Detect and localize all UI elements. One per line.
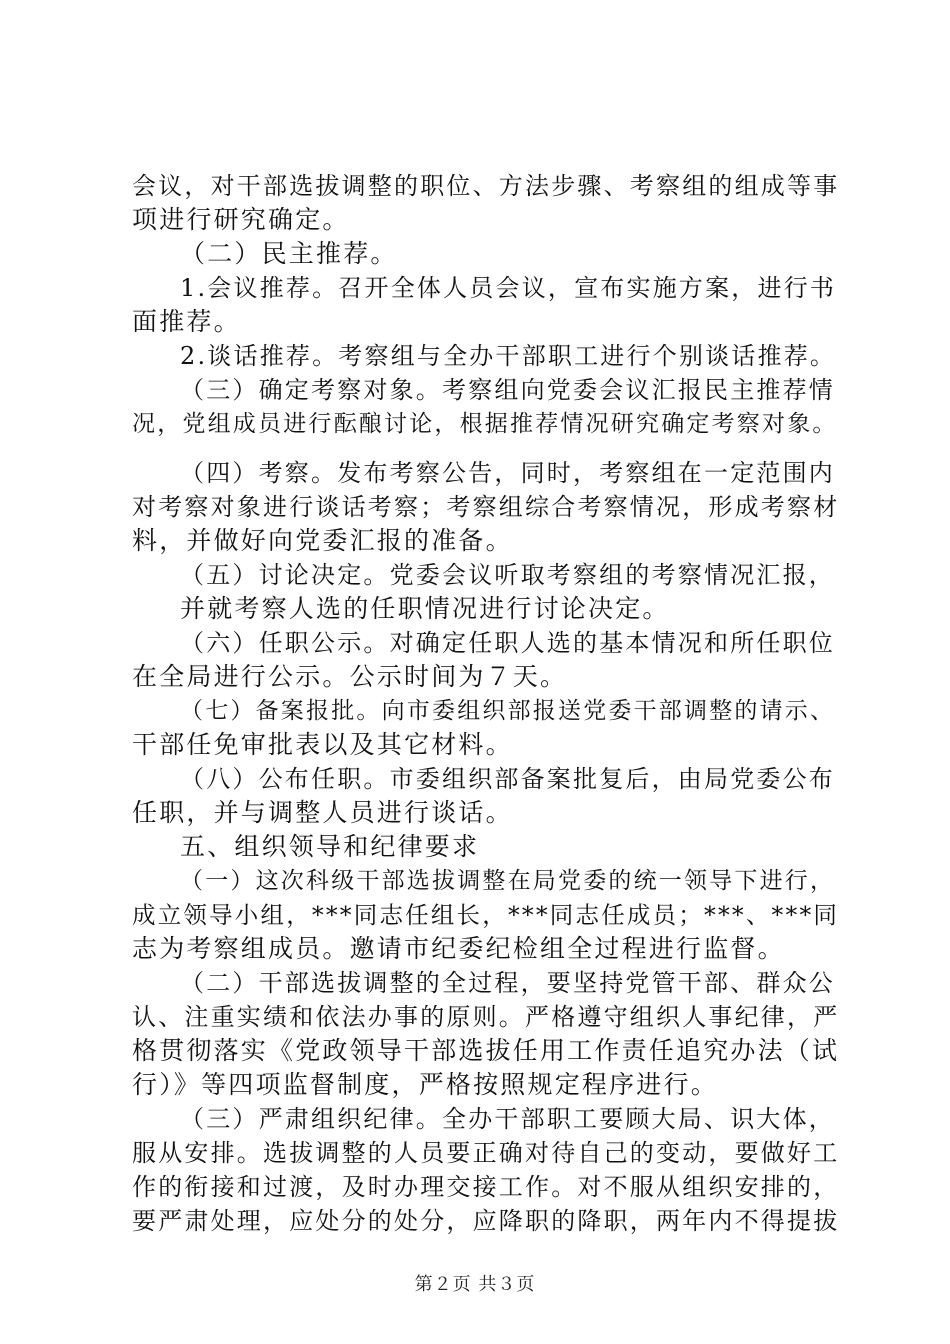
body-text-line: 在全局进行公示。公示时间为７天。 (132, 662, 568, 691)
body-text-line: 1.会议推荐。召开全体人员会议，宣布实施方案，进行书 (180, 274, 837, 302)
body-text-line: （七）备案报批。向市委组织部报送党委干部调整的请示、 (180, 698, 836, 724)
section-heading: （二）民主推荐。 (180, 239, 398, 268)
body-text-line: （五）讨论决定。党委会议听取考察组的考察情况汇报， (180, 561, 835, 589)
body-text-line: 成立领导小组，***同志任组长，***同志任成员；***、***同 (132, 901, 840, 929)
body-text-line: 格贯彻落实《党政领导干部选拔任用工作责任追究办法（试 (132, 1036, 840, 1065)
body-text-line: 任职，并与调整人员进行谈话。 (132, 798, 513, 827)
body-text-line: （一）这次科级干部选拔调整在局党委的统一领导下进行， (180, 868, 836, 894)
section-heading: 五、组织领导和纪律要求 (180, 832, 480, 861)
body-text-line: 2.谈话推荐。考察组与全办干部职工进行个别谈话推荐。 (180, 342, 837, 370)
body-text-line: 干部任免审批表以及其它材料。 (132, 730, 513, 759)
body-text-line: 认、注重实绩和依法办事的原则。严格遵守组织人事纪律，严 (132, 1003, 840, 1031)
body-text-line: （二）干部选拔调整的全过程，要坚持党管干部、群众公 (180, 969, 835, 997)
body-text-line: 志为考察组成员。邀请市纪委纪检组全过程进行监督。 (132, 934, 785, 963)
body-text-line: （八）公布任职。市委组织部备案批复后，由局党委公布 (180, 765, 835, 793)
body-text-line: 服从安排。选拔调整的人员要正确对待自己的变动，要做好工 (132, 1139, 840, 1167)
body-text-line: 料，并做好向党委汇报的准备。 (132, 526, 513, 555)
body-text-line: 对考察对象进行谈话考察；考察组综合考察情况，形成考察材 (132, 493, 840, 521)
body-text-line: （四）考察。发布考察公告，同时，考察组在一定范围内 (180, 459, 835, 487)
body-text-line: 面推荐。 (132, 307, 241, 336)
body-text-line: 况，党组成员进行酝酿讨论，根据推荐情况研究确定考察对象。 (132, 411, 838, 437)
body-text-line: 会议，对干部选拔调整的职位、方法步骤、考察组的组成等事 (132, 172, 840, 200)
body-text-line: （三）确定考察对象。考察组向党委会议汇报民主推荐情 (180, 376, 835, 404)
body-text-line: 项进行研究确定。 (132, 205, 350, 234)
body-text-line: 要严肃处理，应处分的处分，应降职的降职，两年内不得提拔 (132, 1207, 840, 1235)
body-text-line: 作的衔接和过渡，及时办理交接工作。对不服从组织安排的， (132, 1173, 840, 1201)
page-footer: 第２页 共３页 (414, 1274, 536, 1295)
body-text-line: 并就考察人选的任职情况进行讨论决定。 (180, 594, 670, 623)
body-text-line: 行）》等四项监督制度，严格按照规定程序进行。 (132, 1070, 718, 1099)
body-text-line: （三）严肃组织纪律。全办干部职工要顾大局、识大体， (180, 1105, 835, 1133)
body-text-line: （六）任职公示。对确定任职人选的基本情况和所任职位 (180, 629, 835, 657)
